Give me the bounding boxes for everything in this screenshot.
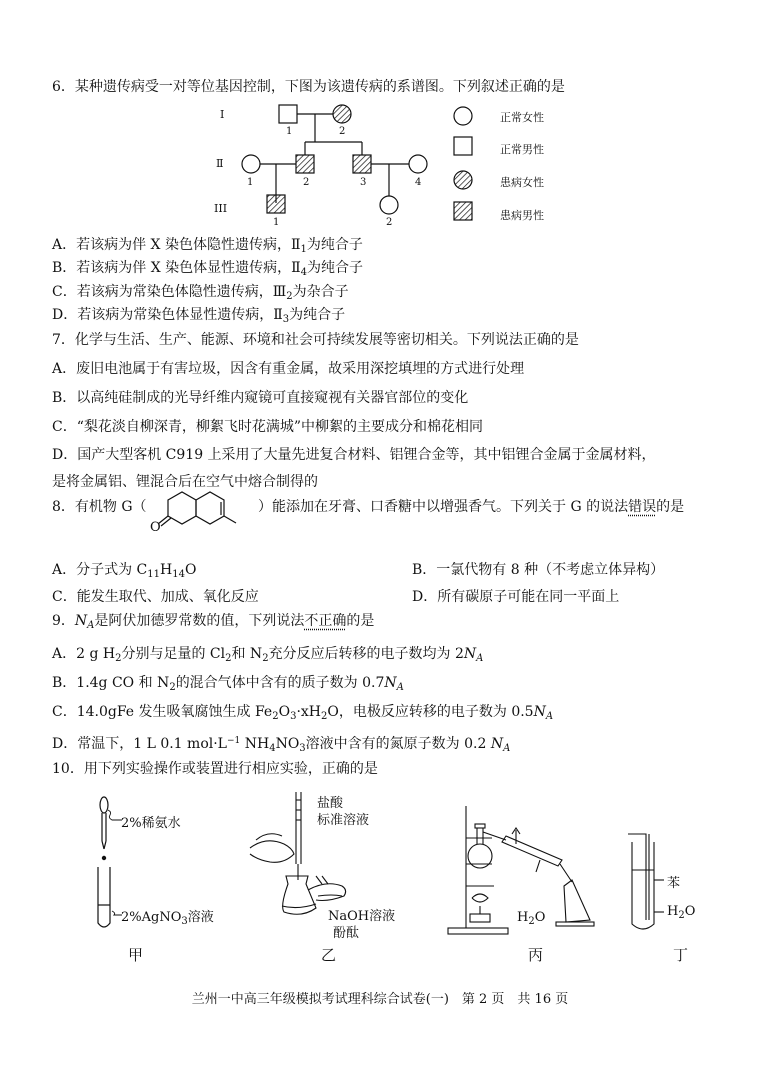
legend-affected-male: 患病男性 <box>500 209 544 222</box>
gen3-male-1 <box>267 195 285 213</box>
q6-option-b: B．若该病为伴 X 染色体显性遗传病，$Ⅱ_4$为纯合子 <box>52 260 364 278</box>
q9-option-a: A．2 g $H_2$分别与足量的 $Cl_2$和 $N_2$充分反应后转移的电子数均为 $2N_A$ <box>52 646 484 664</box>
gen2-number-2: 2 <box>303 177 310 188</box>
legend-normal-male: 正常男性 <box>500 143 544 156</box>
q7-option-d-line2: 是将金属铝、锂混合后在空气中熔合制得的 <box>52 474 318 490</box>
q8-option-c: C．能发生取代、加成、氧化反应 <box>52 589 259 605</box>
ding-label-water: $H_2O$ <box>667 904 696 921</box>
generation-label-2: Ⅱ <box>216 157 224 170</box>
gen3-female-2 <box>380 196 398 214</box>
legend-affected-female-icon <box>454 171 472 189</box>
jia-label-top: 2%稀氨水 <box>121 816 181 831</box>
q8-option-a: A．分子式为 $C_{11}H_{14}O$ <box>52 562 197 580</box>
q9-option-c: C．14.0gFe 发生吸氧腐蚀生成 $Fe_2O_3\cdot xH_2O$，电极反应转移的电子数为 $0.5N_A$ <box>52 704 554 722</box>
gen2-number-1: 1 <box>247 177 254 188</box>
generation-label-3: III <box>214 202 228 215</box>
gen1-female-2 <box>333 105 351 123</box>
q8-stem-pre: 8．有机物 G（ <box>52 499 147 515</box>
caption-yi: 乙 <box>321 946 337 964</box>
yi-label-top2: 标准溶液 <box>317 813 370 828</box>
q9-stem: 9．$N_A$是阿伏加德罗常数的值，下列说法不正确的是 <box>52 613 375 631</box>
molecule-g-oxygen-label: O <box>150 520 161 535</box>
q6-option-d: D．若该病为常染色体显性遗传病，$Ⅱ_3$为纯合子 <box>52 307 346 325</box>
q6-option-c: C．若该病为常染色体隐性遗传病，$Ⅲ_2$为杂合子 <box>52 284 349 302</box>
q6-stem: 6．某种遗传病受一对等位基因控制，下图为该遗传病的系谱图。下列叙述正确的是 <box>52 79 565 95</box>
caption-ding: 丁 <box>673 946 689 964</box>
legend-normal-male-icon <box>454 137 472 155</box>
pedigree-chart <box>0 0 760 250</box>
q7-stem: 7．化学与生活、生产、能源、环境和社会可持续发展等密切相关。下列说法正确的是 <box>52 332 579 348</box>
q10-stem: 10．用下列实验操作或装置进行相应实验，正确的是 <box>52 761 378 777</box>
jia-label-bottom: 2%AgNO$_3$溶液 <box>121 910 214 927</box>
bing-label-water: $H_2O$ <box>517 910 546 927</box>
q7-option-c: C．“梨花淡自柳深青，柳絮飞时花满城”中柳絮的主要成分和棉花相同 <box>52 419 484 435</box>
generation-label-1: I <box>220 108 225 121</box>
yi-label-bottom1: NaOH溶液 <box>328 909 396 924</box>
q8-emphasis: 错误 <box>628 499 657 515</box>
q7-option-b: B．以高纯硅制成的光导纤维内窥镜可直接窥视有关器官部位的变化 <box>52 390 469 406</box>
yi-label-top1: 盐酸 <box>317 796 344 811</box>
gen2-male-2 <box>296 155 314 173</box>
q8-option-b: B．一氯代物有 8 种（不考虑立体异构） <box>412 562 665 578</box>
gen2-number-4: 4 <box>415 177 422 188</box>
legend-affected-male-icon <box>454 202 472 220</box>
gen3-number-2: 2 <box>386 217 393 228</box>
caption-bing: 丙 <box>528 946 544 964</box>
q8-option-d: D．所有碳原子可能在同一平面上 <box>412 589 620 605</box>
legend-normal-female: 正常女性 <box>500 111 544 124</box>
q6-option-a: A．若该病为伴 X 染色体隐性遗传病，$Ⅱ_1$为纯合子 <box>52 237 363 255</box>
gen2-female-4 <box>409 155 427 173</box>
caption-jia: 甲 <box>128 946 144 964</box>
gen1-male-1 <box>279 105 297 123</box>
gen2-female-1 <box>242 155 260 173</box>
yi-label-bottom2: 酚酞 <box>333 926 360 941</box>
q9-emphasis: 不正确 <box>304 613 347 629</box>
q8-stem-post: ）能添加在牙膏、口香糖中以增强香气。下列关于 G 的说法错误的是 <box>258 499 685 515</box>
legend-normal-female-icon <box>454 107 472 125</box>
gen1-number-1: 1 <box>286 126 293 137</box>
q9-option-b: B．1.4g CO 和 $N_2$的混合气体中含有的质子数为 $0.7N_A$ <box>52 675 404 693</box>
page-footer: 兰州一中高三年级模拟考试理科综合试卷(一) 第 2 页 共 16 页 <box>191 992 569 1007</box>
apparatus-ding <box>624 826 664 936</box>
gen2-number-3: 3 <box>360 177 367 188</box>
ding-label-benzene: 苯 <box>667 876 681 891</box>
gen3-number-1: 1 <box>273 217 280 228</box>
gen1-number-2: 2 <box>339 126 346 137</box>
q7-option-d-line1: D．国产大型客机 C919 上采用了大量先进复合材料、铝锂合金等，其中铝锂合金属于金属材料， <box>52 447 656 463</box>
molecule-g-structure <box>148 488 248 538</box>
q7-option-a: A．废旧电池属于有害垃圾，因含有重金属，故采用深挖填埋的方式进行处理 <box>52 361 525 377</box>
legend-affected-female: 患病女性 <box>500 176 544 189</box>
q9-option-d: D．常温下，1 L 0.1 $mol\cdot L^{-1}$ $NH_4NO_3$溶液中含有的氮原子数为 0.2 $N_A$ <box>52 736 511 754</box>
gen2-male-3 <box>353 155 371 173</box>
